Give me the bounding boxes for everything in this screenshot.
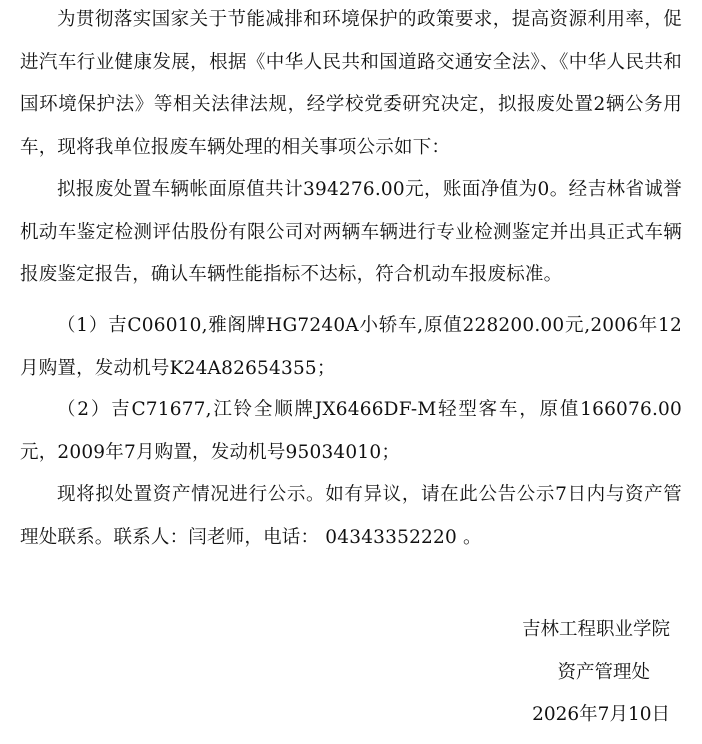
contact-paragraph: 现将拟处置资产情况进行公示。如有异议，请在此公告公示7日内与资产管理处联系。联系人：闫老师，电话： 04343352220 。: [20, 484, 682, 548]
signature-date: 2026年7月10日: [532, 704, 670, 725]
signature-organization: 吉林工程职业学院: [521, 619, 670, 640]
vehicle-2-paragraph: （2）吉C71677,江铃全顺牌JX6466DF-M轻型客车，原值166076.00元，2009年7月购置，发动机号95034010；: [20, 399, 682, 463]
intro-paragraph: 为贯彻落实国家关于节能减排和环境保护的政策要求，提高资源利用率，促进汽车行业健康发展，根据《中华人民共和国道路交通安全法》、《中华人民共和国环境保护法》等相关法律法规，经学校党委研究决定，拟报废处置2辆公务用车，现将我单位报废车辆处理的相关事项公示如下：: [20, 9, 682, 158]
vehicle-1-paragraph: （1）吉C06010,雅阁牌HG7240A小轿车,原值228200.00元,2006年12月购置，发动机号K24A82654355；: [20, 315, 682, 379]
signature-department: 资产管理处: [557, 662, 650, 683]
valuation-paragraph: 拟报废处置车辆帐面原值共计394276.00元，账面净值为0。经吉林省诚誉机动车鉴定检测评估股份有限公司对两辆车辆进行专业检测鉴定并出具正式车辆报废鉴定报告，确认车辆性能指标不达标，符合机动车报废标准。: [20, 179, 682, 285]
